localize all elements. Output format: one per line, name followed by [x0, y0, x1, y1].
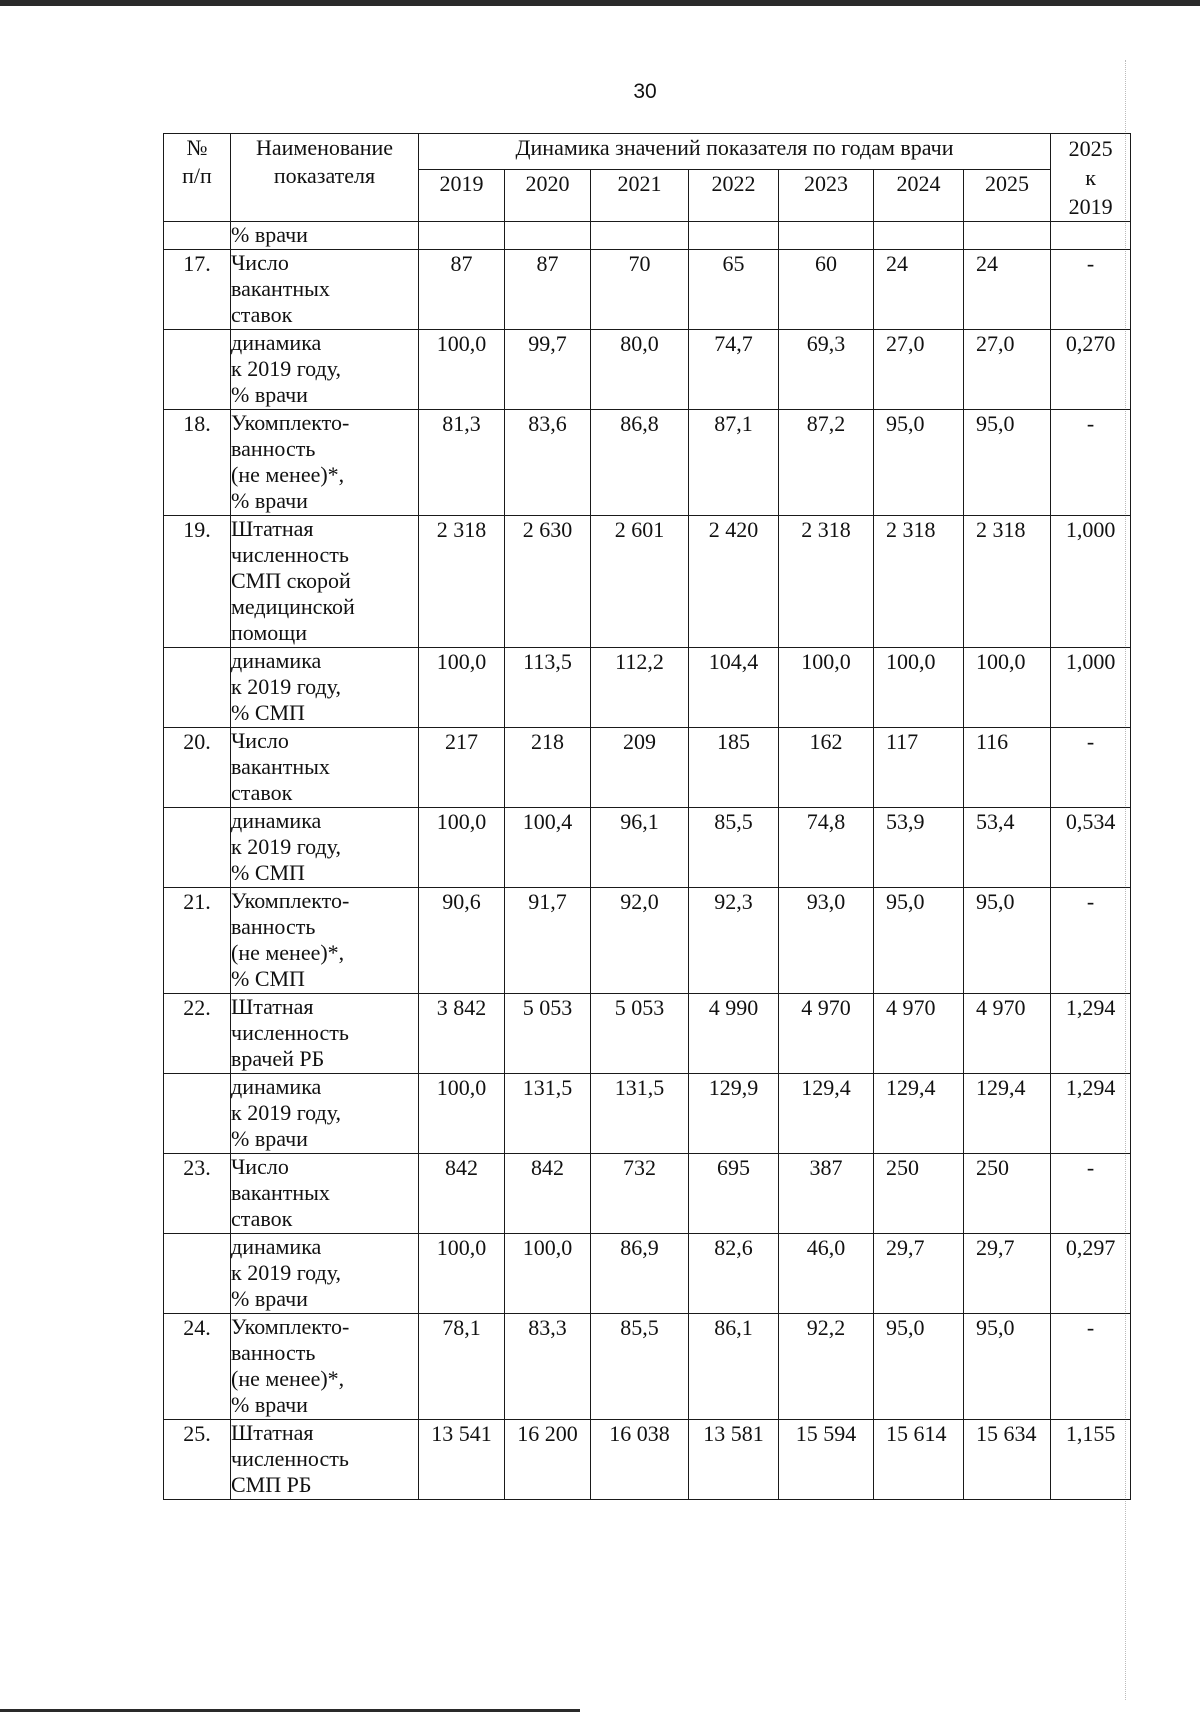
- value-cell: 29,7: [874, 1234, 964, 1314]
- table-body: [164, 222, 1131, 1500]
- value-cell: 116: [964, 728, 1051, 808]
- value-cell: 250: [964, 1154, 1051, 1234]
- row-number: 23.: [164, 1154, 231, 1234]
- value-cell: 2 318: [419, 516, 505, 648]
- top-scan-edge: [0, 0, 1200, 6]
- value-cell: 100,0: [419, 1234, 505, 1314]
- indicators-table: [163, 133, 1131, 1500]
- value-cell: 100,4: [505, 808, 591, 888]
- value-cell: [505, 222, 591, 250]
- row-number: 25.: [164, 1420, 231, 1500]
- table-row: [164, 1234, 1131, 1314]
- value-cell: 4 970: [874, 994, 964, 1074]
- table-row: [164, 1420, 1131, 1500]
- comparison-cell: [1051, 222, 1131, 250]
- col-header-num: [164, 134, 231, 222]
- comparison-cell: 0,534: [1051, 808, 1131, 888]
- value-cell: [689, 222, 779, 250]
- value-cell: 85,5: [591, 1314, 689, 1420]
- comparison-cell: 1,294: [1051, 1074, 1131, 1154]
- value-cell: 86,9: [591, 1234, 689, 1314]
- value-cell: 113,5: [505, 648, 591, 728]
- value-cell: 95,0: [874, 1314, 964, 1420]
- row-number: 22.: [164, 994, 231, 1074]
- indicator-name: динамика к 2019 году, % СМП: [231, 648, 419, 728]
- value-cell: 129,4: [779, 1074, 874, 1154]
- value-cell: 80,0: [591, 330, 689, 410]
- value-cell: 87: [505, 250, 591, 330]
- value-cell: 732: [591, 1154, 689, 1234]
- table-row: [164, 888, 1131, 994]
- row-number: 17.: [164, 250, 231, 330]
- row-number: [164, 222, 231, 250]
- value-cell: 93,0: [779, 888, 874, 994]
- table-header: [164, 134, 1131, 222]
- value-cell: 46,0: [779, 1234, 874, 1314]
- value-cell: 217: [419, 728, 505, 808]
- value-cell: 2 318: [779, 516, 874, 648]
- comparison-cell: 0,270: [1051, 330, 1131, 410]
- value-cell: 74,7: [689, 330, 779, 410]
- col-header-dynamics: Динамика значений показателя по годам врачи: [419, 134, 1051, 170]
- value-cell: 4 970: [964, 994, 1051, 1074]
- value-cell: 842: [419, 1154, 505, 1234]
- indicator-name: Укомплекто- ванность (не менее)*, % врачи: [231, 410, 419, 516]
- table-row: [164, 250, 1131, 330]
- value-cell: 100,0: [419, 808, 505, 888]
- value-cell: 15 594: [779, 1420, 874, 1500]
- value-cell: 15 614: [874, 1420, 964, 1500]
- value-cell: 95,0: [874, 888, 964, 994]
- value-cell: 90,6: [419, 888, 505, 994]
- value-cell: 5 053: [591, 994, 689, 1074]
- value-cell: 87,2: [779, 410, 874, 516]
- value-cell: 99,7: [505, 330, 591, 410]
- indicator-name: динамика к 2019 году, % врачи: [231, 1234, 419, 1314]
- comparison-cell: -: [1051, 410, 1131, 516]
- year-header-cell: 2024: [874, 169, 964, 221]
- comparison-cell: -: [1051, 1314, 1131, 1420]
- value-cell: 250: [874, 1154, 964, 1234]
- value-cell: 2 601: [591, 516, 689, 648]
- value-cell: 842: [505, 1154, 591, 1234]
- year-header-cell: 2019: [419, 169, 505, 221]
- comparison-cell: 0,297: [1051, 1234, 1131, 1314]
- value-cell: 13 581: [689, 1420, 779, 1500]
- value-cell: 100,0: [779, 648, 874, 728]
- value-cell: 60: [779, 250, 874, 330]
- row-number: 19.: [164, 516, 231, 648]
- value-cell: 92,3: [689, 888, 779, 994]
- table-row: [164, 994, 1131, 1074]
- value-cell: 95,0: [874, 410, 964, 516]
- value-cell: 15 634: [964, 1420, 1051, 1500]
- value-cell: 112,2: [591, 648, 689, 728]
- value-cell: 86,8: [591, 410, 689, 516]
- table-row: [164, 808, 1131, 888]
- comparison-cell: 1,294: [1051, 994, 1131, 1074]
- table-row: [164, 1154, 1131, 1234]
- value-cell: 53,9: [874, 808, 964, 888]
- row-number: 20.: [164, 728, 231, 808]
- value-cell: 24: [964, 250, 1051, 330]
- table-row: [164, 648, 1131, 728]
- value-cell: 2 318: [874, 516, 964, 648]
- value-cell: 69,3: [779, 330, 874, 410]
- col-header-comparison: [1051, 134, 1131, 222]
- value-cell: 387: [779, 1154, 874, 1234]
- col-header-comparison-text: 2025 к 2019: [1068, 136, 1113, 219]
- comparison-cell: 1,155: [1051, 1420, 1131, 1500]
- row-number: [164, 648, 231, 728]
- value-cell: 81,3: [419, 410, 505, 516]
- value-cell: 95,0: [964, 888, 1051, 994]
- row-number: 18.: [164, 410, 231, 516]
- value-cell: 92,0: [591, 888, 689, 994]
- table-row: [164, 330, 1131, 410]
- value-cell: 95,0: [964, 1314, 1051, 1420]
- value-cell: 83,3: [505, 1314, 591, 1420]
- value-cell: 131,5: [505, 1074, 591, 1154]
- value-cell: 13 541: [419, 1420, 505, 1500]
- row-number: [164, 330, 231, 410]
- value-cell: 27,0: [964, 330, 1051, 410]
- value-cell: 16 038: [591, 1420, 689, 1500]
- indicator-name: Штатная численность врачей РБ: [231, 994, 419, 1074]
- row-number: [164, 1234, 231, 1314]
- value-cell: 4 970: [779, 994, 874, 1074]
- value-cell: 131,5: [591, 1074, 689, 1154]
- value-cell: 218: [505, 728, 591, 808]
- value-cell: 16 200: [505, 1420, 591, 1500]
- row-number: 21.: [164, 888, 231, 994]
- value-cell: 85,5: [689, 808, 779, 888]
- bottom-scan-edge: [0, 1709, 580, 1712]
- value-cell: 100,0: [419, 330, 505, 410]
- year-header-cell: 2020: [505, 169, 591, 221]
- comparison-cell: 1,000: [1051, 516, 1131, 648]
- value-cell: 209: [591, 728, 689, 808]
- table-row: [164, 222, 1131, 250]
- value-cell: 100,0: [964, 648, 1051, 728]
- value-cell: 695: [689, 1154, 779, 1234]
- comparison-cell: -: [1051, 888, 1131, 994]
- value-cell: 92,2: [779, 1314, 874, 1420]
- value-cell: 100,0: [419, 648, 505, 728]
- col-header-num-text: № п/п: [182, 135, 212, 188]
- value-cell: [419, 222, 505, 250]
- row-number: [164, 808, 231, 888]
- indicator-name: Штатная численность СМП скорой медицинской помощи: [231, 516, 419, 648]
- value-cell: 91,7: [505, 888, 591, 994]
- indicator-name: Штатная численность СМП РБ: [231, 1420, 419, 1500]
- value-cell: 74,8: [779, 808, 874, 888]
- value-cell: 96,1: [591, 808, 689, 888]
- value-cell: 24: [874, 250, 964, 330]
- comparison-cell: -: [1051, 728, 1131, 808]
- year-header-cell: 2022: [689, 169, 779, 221]
- comparison-cell: -: [1051, 1154, 1131, 1234]
- value-cell: 129,9: [689, 1074, 779, 1154]
- row-number: [164, 1074, 231, 1154]
- value-cell: [874, 222, 964, 250]
- value-cell: 162: [779, 728, 874, 808]
- value-cell: 129,4: [874, 1074, 964, 1154]
- value-cell: 82,6: [689, 1234, 779, 1314]
- row-number: 24.: [164, 1314, 231, 1420]
- value-cell: 100,0: [419, 1074, 505, 1154]
- value-cell: 185: [689, 728, 779, 808]
- value-cell: 104,4: [689, 648, 779, 728]
- value-cell: 86,1: [689, 1314, 779, 1420]
- value-cell: 83,6: [505, 410, 591, 516]
- year-header-cell: 2021: [591, 169, 689, 221]
- comparison-cell: 1,000: [1051, 648, 1131, 728]
- value-cell: [591, 222, 689, 250]
- comparison-cell: -: [1051, 250, 1131, 330]
- table-row: [164, 1074, 1131, 1154]
- value-cell: 3 842: [419, 994, 505, 1074]
- value-cell: 129,4: [964, 1074, 1051, 1154]
- value-cell: 100,0: [505, 1234, 591, 1314]
- value-cell: 100,0: [874, 648, 964, 728]
- value-cell: 87,1: [689, 410, 779, 516]
- value-cell: 5 053: [505, 994, 591, 1074]
- value-cell: 70: [591, 250, 689, 330]
- value-cell: 2 630: [505, 516, 591, 648]
- indicator-name: динамика к 2019 году, % врачи: [231, 330, 419, 410]
- value-cell: 2 318: [964, 516, 1051, 648]
- value-cell: [964, 222, 1051, 250]
- value-cell: [779, 222, 874, 250]
- indicator-name: Число вакантных ставок: [231, 1154, 419, 1234]
- value-cell: 27,0: [874, 330, 964, 410]
- indicator-name: % врачи: [231, 222, 419, 250]
- col-header-name-text: Наименование показателя: [255, 135, 394, 188]
- value-cell: 65: [689, 250, 779, 330]
- indicator-name: Число вакантных ставок: [231, 728, 419, 808]
- value-cell: 29,7: [964, 1234, 1051, 1314]
- value-cell: 95,0: [964, 410, 1051, 516]
- table-row: [164, 728, 1131, 808]
- value-cell: 78,1: [419, 1314, 505, 1420]
- indicator-name: динамика к 2019 году, % СМП: [231, 808, 419, 888]
- indicator-name: Укомплекто- ванность (не менее)*, % СМП: [231, 888, 419, 994]
- value-cell: 87: [419, 250, 505, 330]
- value-cell: 53,4: [964, 808, 1051, 888]
- value-cell: 117: [874, 728, 964, 808]
- indicator-name: Укомплекто- ванность (не менее)*, % врачи: [231, 1314, 419, 1420]
- table-row: [164, 1314, 1131, 1420]
- page-number: 30: [633, 80, 657, 103]
- col-header-name: [231, 134, 419, 222]
- value-cell: 2 420: [689, 516, 779, 648]
- indicator-name: динамика к 2019 году, % врачи: [231, 1074, 419, 1154]
- year-header-cell: 2025: [964, 169, 1051, 221]
- table-row: [164, 410, 1131, 516]
- year-header-cell: 2023: [779, 169, 874, 221]
- table-row: [164, 516, 1131, 648]
- value-cell: 4 990: [689, 994, 779, 1074]
- indicator-name: Число вакантных ставок: [231, 250, 419, 330]
